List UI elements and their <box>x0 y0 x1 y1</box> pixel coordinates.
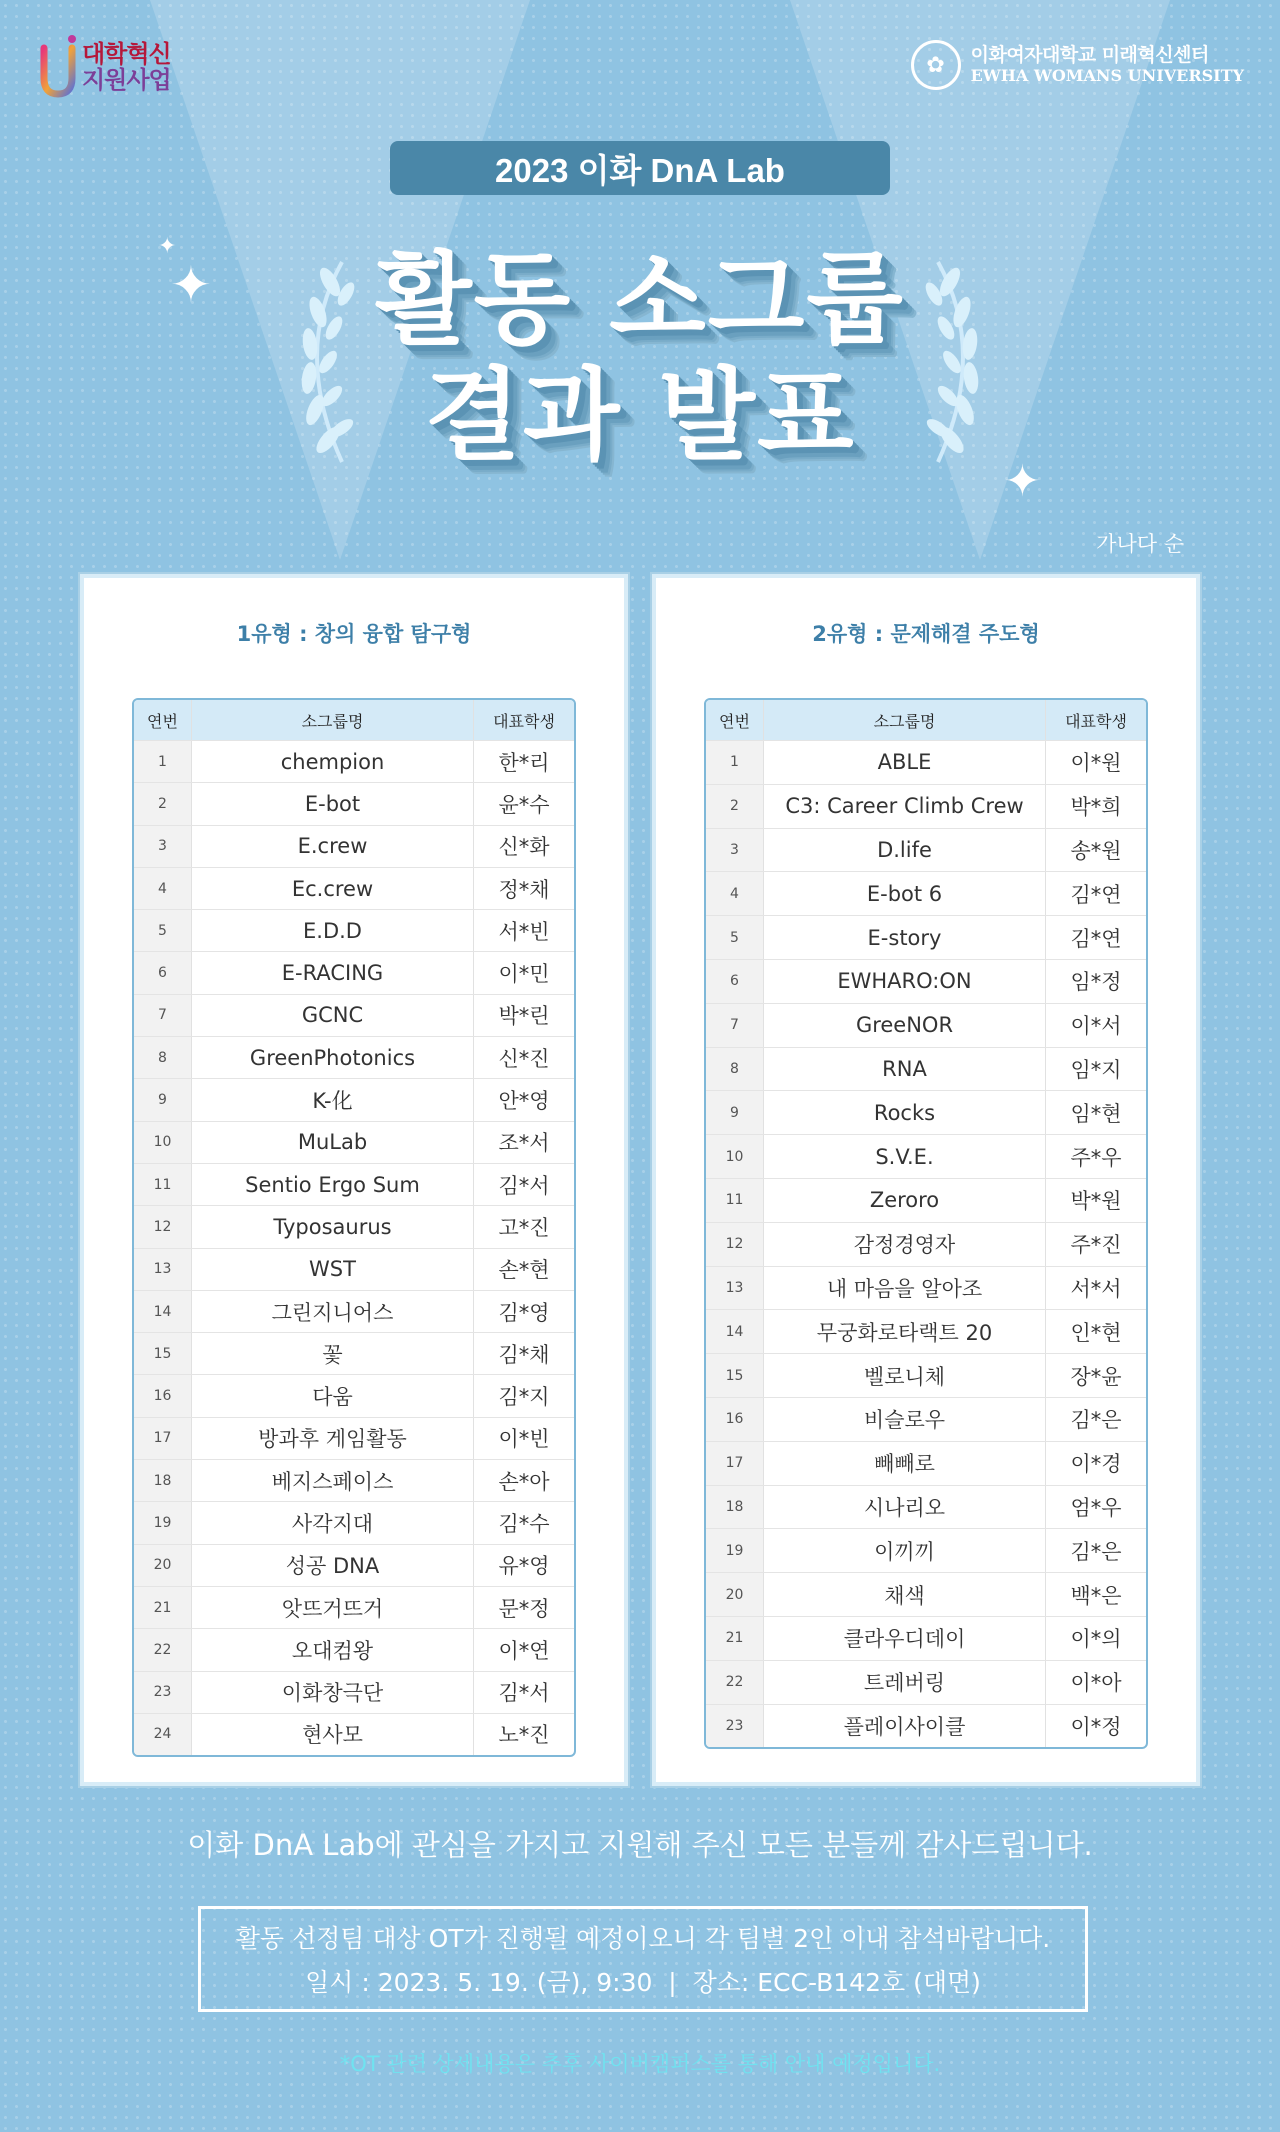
table-row <box>706 1704 1146 1748</box>
representative: 이*민 <box>498 962 550 987</box>
table-row <box>134 1501 574 1543</box>
table-row <box>134 825 574 867</box>
header-name: 소그룹명 <box>764 700 1046 740</box>
headline-line-1: 활동 소그룹 <box>375 241 905 358</box>
row-number: 19 <box>134 1502 192 1543</box>
group-name: C3: Career Climb Crew <box>764 785 1046 828</box>
representative: 이*의 <box>1070 1627 1122 1652</box>
thanks-message: 이화 DnA Lab에 관심을 가지고 지원해 주신 모든 분들께 감사드립니다. <box>187 1828 1093 1862</box>
group-name: 클라우디데이 <box>764 1617 1046 1660</box>
row-number: 8 <box>134 1037 192 1078</box>
group-name: 이끼끼 <box>764 1529 1046 1572</box>
representative: 조*서 <box>498 1131 550 1156</box>
group-name: MuLab <box>192 1122 474 1163</box>
row-number: 12 <box>706 1223 764 1266</box>
representative: 서*빈 <box>498 919 550 944</box>
logo-line-2: 지원사업 <box>82 66 171 94</box>
table-row <box>706 1266 1146 1310</box>
type1-panel <box>80 574 628 1786</box>
row-number: 2 <box>134 783 192 824</box>
table-row <box>134 1036 574 1078</box>
representative: 백*은 <box>1070 1583 1122 1608</box>
group-name: S.V.E. <box>764 1135 1046 1178</box>
representative: 엄*우 <box>1070 1495 1122 1520</box>
table-row <box>134 1332 574 1374</box>
representative: 이*서 <box>1070 1014 1122 1039</box>
group-name: Sentio Ergo Sum <box>192 1164 474 1205</box>
group-name: 오대컴왕 <box>192 1629 474 1670</box>
group-name: 다움 <box>192 1375 474 1416</box>
group-name: WST <box>192 1249 474 1290</box>
group-name: E-bot <box>192 783 474 824</box>
row-number: 16 <box>134 1375 192 1416</box>
group-name: 꽃 <box>192 1333 474 1374</box>
table-row <box>706 1441 1146 1485</box>
ewha-logo <box>911 40 1244 90</box>
table-row <box>134 1544 574 1586</box>
group-name: 이화창극단 <box>192 1672 474 1713</box>
type1-title: 1유형 : 창의 융합 탐구형 <box>236 622 472 646</box>
table-row <box>134 1713 574 1755</box>
representative: 이*정 <box>1070 1714 1122 1739</box>
group-name: 현사모 <box>192 1714 474 1755</box>
table-row <box>706 1178 1146 1222</box>
table-row <box>706 784 1146 828</box>
representative: 김*은 <box>1070 1408 1122 1433</box>
row-number: 23 <box>706 1705 764 1748</box>
representative: 이*원 <box>1070 751 1122 776</box>
group-name: 트레버링 <box>764 1661 1046 1704</box>
table-row <box>706 740 1146 784</box>
header-rep: 대표학생 <box>1065 711 1127 731</box>
representative: 김*연 <box>1070 926 1122 951</box>
group-name: 무궁화로타랙트 20 <box>764 1310 1046 1353</box>
table-row <box>134 1205 574 1247</box>
table-row <box>134 867 574 909</box>
row-number: 4 <box>134 868 192 909</box>
representative: 김*서 <box>498 1681 550 1706</box>
header-rep: 대표학생 <box>493 711 555 731</box>
table-row <box>706 1047 1146 1091</box>
row-number: 18 <box>134 1460 192 1501</box>
representative: 인*현 <box>1070 1320 1122 1345</box>
ot-notice-box <box>198 1906 1088 2012</box>
row-number: 22 <box>134 1629 192 1670</box>
group-name: EWHARO:ON <box>764 960 1046 1003</box>
table-header <box>706 700 1146 740</box>
university-innovation-logo <box>40 34 171 100</box>
representative: 김*서 <box>498 1173 550 1198</box>
program-title: 2023 이화 DnA Lab <box>390 141 890 195</box>
group-name: D.life <box>764 829 1046 872</box>
row-number: 3 <box>706 829 764 872</box>
group-name: ABLE <box>764 741 1046 784</box>
type2-table <box>704 698 1148 1749</box>
row-number: 24 <box>134 1714 192 1755</box>
representative: 문*정 <box>498 1596 550 1621</box>
representative: 유*영 <box>498 1554 550 1579</box>
table-row <box>134 1163 574 1205</box>
row-number: 6 <box>134 952 192 993</box>
representative: 송*원 <box>1070 838 1122 863</box>
representative: 정*채 <box>498 877 550 902</box>
representative: 김*연 <box>1070 882 1122 907</box>
representative: 이*연 <box>498 1638 550 1663</box>
table-row <box>706 1003 1146 1047</box>
table-row <box>706 1485 1146 1529</box>
group-name: 사각지대 <box>192 1502 474 1543</box>
representative: 이*아 <box>1070 1671 1122 1696</box>
representative: 이*경 <box>1070 1452 1122 1477</box>
table-row <box>706 959 1146 1003</box>
u-mark-icon <box>40 34 76 100</box>
row-number: 10 <box>706 1135 764 1178</box>
representative: 박*원 <box>1070 1189 1122 1214</box>
table-row <box>134 909 574 951</box>
group-name: GreenPhotonics <box>192 1037 474 1078</box>
group-name: E-bot 6 <box>764 872 1046 915</box>
group-name: E-RACING <box>192 952 474 993</box>
representative: 김*수 <box>498 1511 550 1536</box>
header-no: 연번 <box>706 700 764 740</box>
group-name: Ec.crew <box>192 868 474 909</box>
row-number: 12 <box>134 1206 192 1247</box>
row-number: 1 <box>706 741 764 784</box>
row-number: 5 <box>706 916 764 959</box>
table-row <box>706 1353 1146 1397</box>
table-row <box>134 951 574 993</box>
representative: 임*현 <box>1070 1101 1122 1126</box>
row-number: 17 <box>134 1418 192 1459</box>
ewha-seal-icon: ✿ <box>911 40 961 90</box>
group-name: K-化 <box>192 1079 474 1120</box>
row-number: 17 <box>706 1442 764 1485</box>
representative: 노*진 <box>498 1723 550 1748</box>
logo-line-1: 대학혁신 <box>82 39 171 68</box>
row-number: 8 <box>706 1048 764 1091</box>
main-headline <box>300 242 980 474</box>
group-name: 빼빼로 <box>764 1442 1046 1485</box>
row-number: 2 <box>706 785 764 828</box>
group-name: 베지스페이스 <box>192 1460 474 1501</box>
representative: 윤*수 <box>498 792 550 817</box>
table-row <box>706 1528 1146 1572</box>
group-name: GreeNOR <box>764 1004 1046 1047</box>
representative: 신*진 <box>498 1046 550 1071</box>
table-header <box>134 700 574 740</box>
row-number: 1 <box>134 741 192 782</box>
table-row <box>134 1671 574 1713</box>
table-row <box>134 1121 574 1163</box>
representative: 김*지 <box>498 1385 550 1410</box>
ewha-english-name: EWHA WOMANS UNIVERSITY <box>970 65 1244 85</box>
representative: 장*윤 <box>1070 1364 1122 1389</box>
representative: 주*우 <box>1070 1145 1122 1170</box>
group-name: Typosaurus <box>192 1206 474 1247</box>
row-number: 7 <box>134 995 192 1036</box>
row-number: 19 <box>706 1529 764 1572</box>
representative: 서*서 <box>1070 1276 1122 1301</box>
row-number: 20 <box>706 1573 764 1616</box>
table-row <box>706 828 1146 872</box>
representative: 김*은 <box>1070 1539 1122 1564</box>
row-number: 21 <box>706 1617 764 1660</box>
row-number: 9 <box>706 1091 764 1134</box>
group-name: GCNC <box>192 995 474 1036</box>
ot-notice-line-1: 활동 선정팀 대상 OT가 진행될 예정이오니 각 팀별 2인 이내 참석바랍니다. <box>235 1924 1051 1953</box>
ewha-center-name: 이화여자대학교 미래혁신센터 <box>970 43 1209 66</box>
table-row <box>706 915 1146 959</box>
group-name: 성공 DNA <box>192 1545 474 1586</box>
representative: 손*현 <box>498 1258 550 1283</box>
row-number: 13 <box>134 1249 192 1290</box>
group-name: E.D.D <box>192 910 474 951</box>
group-name: RNA <box>764 1048 1046 1091</box>
table-row <box>706 1309 1146 1353</box>
row-number: 20 <box>134 1545 192 1586</box>
ot-notice-line-2: 일시 : 2023. 5. 19. (금), 9:30 | 장소: ECC-B142호 (대면) <box>305 1968 981 1997</box>
group-name: Zeroro <box>764 1179 1046 1222</box>
table-row <box>706 1397 1146 1441</box>
row-number: 21 <box>134 1587 192 1628</box>
table-row <box>706 1134 1146 1178</box>
table-row <box>134 1459 574 1501</box>
representative: 신*화 <box>498 835 550 860</box>
footnote: *OT 관련 상세내용은 추후 사이버캠퍼스를 통해 안내 예정입니다. <box>339 2052 941 2076</box>
header-name: 소그룹명 <box>192 700 474 740</box>
row-number: 22 <box>706 1661 764 1704</box>
row-number: 4 <box>706 872 764 915</box>
row-number: 16 <box>706 1398 764 1441</box>
representative: 고*진 <box>498 1215 550 1240</box>
sort-note: 가나다 순 <box>1096 532 1184 556</box>
row-number: 10 <box>134 1122 192 1163</box>
type2-title: 2유형 : 문제해결 주도형 <box>812 622 1040 646</box>
table-row <box>706 1660 1146 1704</box>
type2-panel <box>652 574 1200 1786</box>
group-name: 벨로니체 <box>764 1354 1046 1397</box>
sparkle-icon: ✦ <box>170 256 212 314</box>
table-row <box>706 1616 1146 1660</box>
representative: 주*진 <box>1070 1233 1122 1258</box>
headline-line-2: 결과 발표 <box>424 357 856 474</box>
row-number: 18 <box>706 1486 764 1529</box>
table-row <box>706 1090 1146 1134</box>
table-row <box>706 1222 1146 1266</box>
row-number: 14 <box>134 1291 192 1332</box>
row-number: 6 <box>706 960 764 1003</box>
type1-table <box>132 698 576 1757</box>
table-row <box>134 1374 574 1416</box>
group-name: 방과후 게임활동 <box>192 1418 474 1459</box>
row-number: 9 <box>134 1079 192 1120</box>
group-name: E.crew <box>192 826 474 867</box>
representative: 박*희 <box>1070 795 1122 820</box>
group-name: 그린지니어스 <box>192 1291 474 1332</box>
row-number: 7 <box>706 1004 764 1047</box>
table-row <box>134 1078 574 1120</box>
representative: 임*지 <box>1070 1057 1122 1082</box>
representative: 임*정 <box>1070 970 1122 995</box>
sparkle-icon: ✦ <box>158 234 177 259</box>
row-number: 5 <box>134 910 192 951</box>
table-row <box>134 1586 574 1628</box>
group-name: Rocks <box>764 1091 1046 1134</box>
group-name: 앗뜨거뜨거 <box>192 1587 474 1628</box>
row-number: 13 <box>706 1267 764 1310</box>
table-row <box>706 871 1146 915</box>
representative: 안*영 <box>498 1089 550 1114</box>
sparkle-icon: ✦ <box>1004 456 1041 507</box>
group-name: chempion <box>192 741 474 782</box>
representative: 손*아 <box>498 1469 550 1494</box>
row-number: 15 <box>134 1333 192 1374</box>
header-no: 연번 <box>134 700 192 740</box>
representative: 김*채 <box>498 1342 550 1367</box>
table-row <box>134 782 574 824</box>
table-row <box>134 994 574 1036</box>
group-name: 비슬로우 <box>764 1398 1046 1441</box>
group-name: E-story <box>764 916 1046 959</box>
table-row <box>134 1248 574 1290</box>
row-number: 3 <box>134 826 192 867</box>
table-row <box>134 1628 574 1670</box>
table-row <box>134 1290 574 1332</box>
table-row <box>134 740 574 782</box>
row-number: 14 <box>706 1310 764 1353</box>
table-row <box>706 1572 1146 1616</box>
representative: 김*영 <box>498 1300 550 1325</box>
group-name: 내 마음을 알아조 <box>764 1267 1046 1310</box>
representative: 이*빈 <box>498 1427 550 1452</box>
representative: 한*리 <box>498 750 550 775</box>
row-number: 23 <box>134 1672 192 1713</box>
group-name: 채색 <box>764 1573 1046 1616</box>
row-number: 11 <box>134 1164 192 1205</box>
group-name: 감정경영자 <box>764 1223 1046 1266</box>
table-row <box>134 1417 574 1459</box>
group-name: 플레이사이클 <box>764 1705 1046 1748</box>
row-number: 11 <box>706 1179 764 1222</box>
representative: 박*린 <box>498 1004 550 1029</box>
row-number: 15 <box>706 1354 764 1397</box>
group-name: 시나리오 <box>764 1486 1046 1529</box>
